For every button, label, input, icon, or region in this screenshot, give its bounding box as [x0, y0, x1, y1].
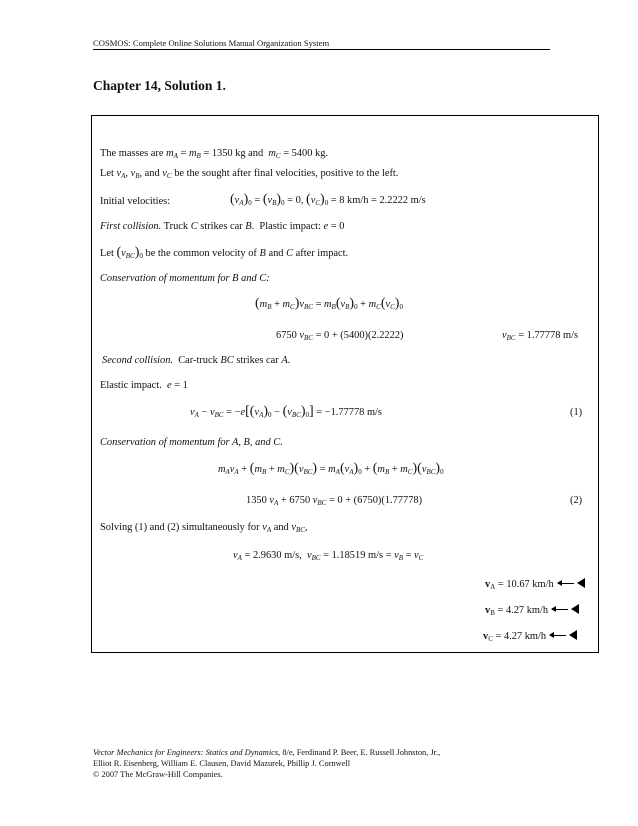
equation-2-number: (2) — [570, 495, 583, 506]
vbc-result: $v_{BC} = 1.77778$ m/s — [502, 330, 579, 342]
page-header: COSMOS: Complete Online Solutions Manual Organization System — [93, 38, 550, 50]
answer-marker-icon — [569, 630, 577, 640]
momentum-numeric-eq: 6750 $v_{BC} = 0 + (5400)(2.2222)$ — [276, 330, 404, 342]
arrow-left-icon — [558, 583, 574, 584]
page-footer — [93, 747, 440, 780]
arrow-left-icon — [552, 609, 568, 610]
common-velocity-line: Let $(v_{BC})_0$ be the common velocity of B and C after impact. — [100, 245, 349, 260]
first-collision-line: First collision. Truck C strikes car B. Plastic impact: e = 0 — [100, 221, 345, 232]
chapter-title: Chapter 14, Solution 1. — [93, 78, 226, 93]
equation-2: 1350 $v_A + 6750$ $v_{BC} = 0 + (6750)(1.77778)$ — [246, 495, 423, 507]
answer-vb: $v_B = 4.27$ km/h — [485, 604, 579, 616]
momentum-eq-abc: $m_Av_A + (m_B + m_C)(v_{BC}) = m_A(v_A)_0 + (m_B + m_C)(v_{BC})_0$ — [218, 461, 444, 476]
answer-marker-icon — [577, 578, 585, 588]
equation-1: $v_A - v_{BC} = -e[(v_A)_0 - (v_{BC})_0] = -1.77778$ m/s — [190, 404, 382, 419]
footer-line-2: Elliot R. Eisenberg, William E. Clausen, David Mazurek, Phillip J. Cornwell — [93, 759, 351, 768]
answer-marker-icon — [571, 604, 579, 614]
elastic-impact-line: Elastic impact. e = 1 — [100, 380, 188, 391]
arrow-left-icon — [550, 635, 566, 636]
let-velocities-line: Let $v_A$, $v_B$, and $v_C$ be the sought after final velocities, positive to the left. — [100, 168, 399, 180]
momentum-eq-bc: $(m_B + m_C)v_{BC} = m_B(v_B)_0 + m_C(v_C)_0$ — [255, 296, 403, 311]
conservation-abc-label: Conservation of momentum for A, B, and C. — [100, 437, 283, 448]
answer-va: $v_A = 10.67$ km/h — [485, 578, 585, 590]
solving-line: Solving (1) and (2) simultaneously for $v_A$ and $v_{BC}$, — [100, 522, 308, 534]
results-line: $v_A = 2.9630$ m/s, $v_{BC} = 1.18519$ $m/s = v_B = v_C$ — [233, 550, 424, 562]
footer-line-1: Vector Mechanics for Engineers: Statics and Dynamics, 8/e, Ferdinand P. Beer, E. Russell Johnston, Jr., — [93, 748, 441, 757]
equation-1-number: (1) — [570, 407, 583, 418]
initial-velocities-line: Initial velocities: — [100, 196, 171, 207]
initial-velocities-eq: $(v_A)_0 = (v_B)_0 = 0$, $(v_C)_0 = 8$ km/h = 2.2222 m/s — [230, 192, 426, 207]
conservation-bc-label: Conservation of momentum for B and C: — [100, 273, 270, 284]
second-collision-line: Second collision. Car-truck BC strikes car A. — [102, 355, 291, 366]
footer-line-3: © 2007 The McGraw-Hill Companies. — [93, 770, 223, 779]
masses-line: The masses are $m_A = m_B = 1350$ kg and $m_C = 5400$ kg. — [100, 148, 329, 160]
answer-vc: $v_C = 4.27$ km/h — [483, 630, 577, 642]
